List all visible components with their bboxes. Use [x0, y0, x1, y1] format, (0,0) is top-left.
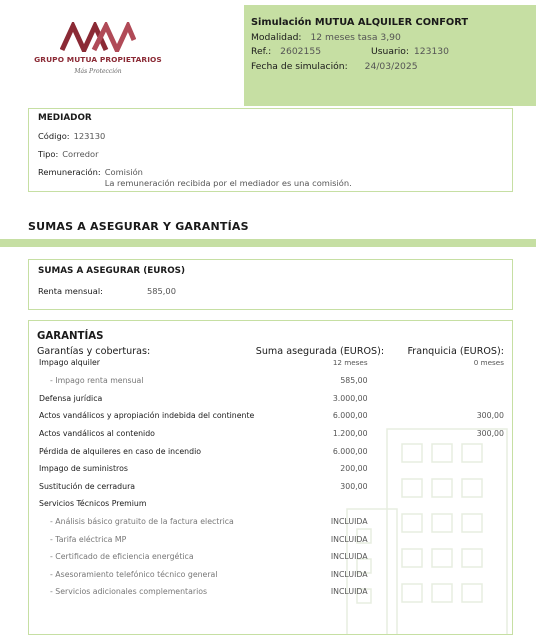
garantias-header-row	[37, 344, 504, 358]
cobertura-name: - Tarifa eléctrica MP	[50, 534, 127, 544]
suma-value: 200,00	[340, 464, 368, 474]
cobertura-name: Servicios Técnicos Premium	[39, 499, 147, 509]
remuneracion-note: La remuneración recibida por el mediador es una comisión.	[104, 178, 352, 188]
table-row	[37, 358, 504, 372]
ref-value: 2602155	[280, 46, 322, 57]
renta-row	[38, 286, 503, 296]
suma-value: INCLUIDA	[330, 587, 368, 597]
suma-value: INCLUIDA	[330, 569, 368, 579]
suma-value: 6.000,00	[332, 411, 368, 421]
table-row	[37, 407, 504, 425]
sumas-box	[28, 259, 513, 310]
cobertura-name: Pérdida de alquileres en caso de incendio	[39, 446, 202, 456]
cobertura-name: - Análisis básico gratuito de la factura electrica	[50, 517, 234, 527]
usuario-label: Usuario:	[370, 46, 409, 57]
garantias-box	[28, 320, 513, 635]
usuario-value: 123130	[413, 46, 449, 57]
modalidad-value: 12 meses tasa 3,90	[310, 31, 401, 43]
cobertura-name: - Certificado de eficiencia energética	[50, 552, 194, 562]
suma-value: INCLUIDA	[330, 517, 368, 527]
table-row	[37, 530, 504, 548]
suma-value: INCLUIDA	[330, 534, 368, 544]
suma-value: 3.000,00	[332, 393, 368, 403]
suma-value: 6.000,00	[332, 446, 368, 456]
franquicia-value: 300,00	[476, 411, 504, 421]
simulation-header	[244, 5, 536, 106]
suma-value: 12 meses	[332, 358, 368, 367]
garantias-title: GARANTÍAS	[37, 331, 104, 342]
company-logo	[28, 22, 168, 102]
tipo-label: Tipo:	[38, 149, 59, 159]
table-row	[37, 583, 504, 601]
remuneracion-value: Comisión	[104, 167, 143, 177]
table-row	[37, 495, 504, 513]
header-suma: Suma asegurada (EUROS):	[255, 345, 385, 357]
logo-name: GRUPO MUTUA PROPIETARIOS	[34, 55, 162, 64]
franquicia-value: 0 meses	[473, 358, 504, 367]
table-row	[37, 425, 504, 443]
remuneracion-label: Remuneración:	[38, 167, 101, 177]
cobertura-name: - Asesoramiento telefónico técnico general	[50, 569, 218, 579]
suma-value: 585,00	[340, 376, 368, 386]
section-divider	[0, 239, 536, 247]
table-row	[37, 566, 504, 584]
cobertura-name: Defensa jurídica	[39, 393, 103, 403]
fecha-value: 24/03/2025	[364, 60, 418, 72]
cobertura-name: Impago de suministros	[39, 464, 128, 474]
header-franquicia: Franquicia (EUROS):	[407, 345, 504, 357]
header-coberturas: Garantías y coberturas:	[37, 345, 151, 357]
cobertura-name: - Servicios adicionales complementarios	[50, 587, 208, 597]
table-row	[37, 442, 504, 460]
table-row	[37, 548, 504, 566]
table-row	[37, 372, 504, 390]
simulation-title: Simulación MUTUA ALQUILER CONFORT	[251, 17, 469, 28]
remuneracion-row	[38, 167, 503, 189]
codigo-row	[38, 131, 503, 141]
franquicia-value: 300,00	[476, 429, 504, 439]
ref-line	[251, 45, 536, 60]
section-title: SUMAS A ASEGURAR Y GARANTÍAS	[28, 220, 249, 233]
mediador-box	[28, 108, 513, 192]
table-row	[37, 390, 504, 408]
ref-label: Ref.:	[251, 46, 272, 57]
cobertura-name: Sustitución de cerradura	[39, 481, 136, 491]
tipo-row	[38, 149, 503, 159]
modalidad-line	[251, 31, 536, 46]
cobertura-name: Impago alquiler	[39, 358, 100, 367]
logo-tagline: Más Protección	[74, 68, 122, 75]
mediador-title: MEDIADOR	[38, 113, 92, 123]
fecha-label: Fecha de simulación:	[251, 60, 348, 72]
codigo-value: 123130	[73, 131, 106, 141]
modalidad-label: Modalidad:	[251, 31, 302, 43]
suma-value: 300,00	[340, 481, 368, 491]
fecha-line	[251, 60, 536, 75]
cobertura-name: Actos vandálicos al contenido	[39, 429, 155, 439]
sumas-title: SUMAS A ASEGURAR (EUROS)	[38, 266, 186, 276]
tipo-value: Corredor	[62, 149, 99, 159]
renta-value: 585,00	[146, 286, 176, 296]
suma-value: INCLUIDA	[330, 552, 368, 562]
suma-value: 1.200,00	[332, 429, 368, 439]
cobertura-name: Actos vandálicos y apropiación indebida del continente	[39, 411, 255, 421]
renta-label: Renta mensual:	[38, 286, 103, 296]
remuneracion-values	[105, 167, 352, 189]
codigo-label: Código:	[38, 131, 70, 141]
cobertura-name: - Impago renta mensual	[50, 376, 144, 386]
table-row	[37, 478, 504, 496]
logo-mark-icon	[60, 22, 136, 52]
table-row	[37, 460, 504, 478]
table-row	[37, 513, 504, 531]
